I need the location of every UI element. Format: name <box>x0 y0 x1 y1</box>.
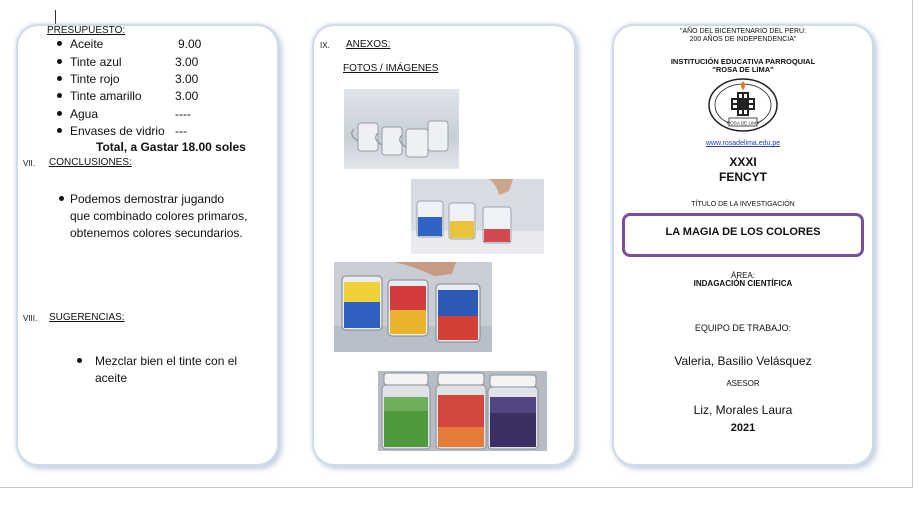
suggestion-line: aceite <box>95 371 128 385</box>
seal-text: ROSA DE LIMA <box>726 120 760 126</box>
research-title-label: TÍTULO DE LA INVESTIGACIÓN <box>691 201 795 208</box>
brochure-panel-left <box>16 24 279 466</box>
bullet <box>57 59 62 64</box>
budget-item-value: ---- <box>175 107 191 121</box>
section-number: IX. <box>320 41 330 50</box>
website-link[interactable]: www.rosadelima.edu.pe <box>705 140 781 147</box>
bullet <box>57 41 62 46</box>
team-label: EQUIPO DE TRABAJO: <box>694 323 792 333</box>
budget-item-value: 3.00 <box>175 72 199 86</box>
photo-primary-color-jars <box>411 179 544 254</box>
bullet <box>57 111 62 116</box>
photos-heading: FOTOS / IMÁGENES <box>343 63 439 74</box>
budget-item-value: 3.00 <box>175 55 199 69</box>
conclusion-line: que combinado colores primaros, <box>70 209 248 223</box>
conclusion-line: Podemos demostrar jugando <box>70 192 225 206</box>
bullet <box>57 76 62 81</box>
institution-name: "ROSA DE LIMA" <box>712 65 774 74</box>
photo-empty-jars <box>344 89 459 169</box>
research-title: LA MAGIA DE LOS COLORES <box>665 226 821 238</box>
team-members: Valeria, Basilio Velásquez <box>674 354 812 368</box>
conclusion-line: obtenemos colores secundarios. <box>70 226 243 240</box>
area-label: ÁREA: <box>730 271 755 280</box>
year-label: 2021 <box>730 422 756 434</box>
annex-heading: ANEXOS: <box>346 39 391 50</box>
bullet <box>59 196 64 201</box>
suggestions-heading: SUGERENCIAS: <box>49 312 125 323</box>
advisor-label: ASESOR <box>726 379 760 388</box>
budget-item-value: --- <box>175 124 187 138</box>
suggestion-line: Mezclar bien el tinte con el <box>95 354 238 368</box>
conclusions-heading: CONCLUSIONES: <box>49 157 132 168</box>
budget-item-name: Tinte azul <box>70 55 122 69</box>
section-number: VII. <box>23 159 36 168</box>
budget-item-name: Tinte rojo <box>70 72 120 86</box>
budget-item-value: 9.00 <box>178 37 202 51</box>
section-number: VIII. <box>23 314 38 323</box>
photo-layered-jars <box>334 262 492 352</box>
institution-name: INSTITUCIÓN EDUCATIVA PARROQUIAL <box>670 57 816 66</box>
bullet <box>57 128 62 133</box>
area-value: INDAGACIÓN CIENTÍFICA <box>693 279 793 288</box>
budget-heading: PRESUPUESTO: <box>47 25 126 36</box>
budget-item-name: Aceite <box>70 37 104 51</box>
bullet <box>57 93 62 98</box>
year-motto-line: 200 AÑOS DE INDEPENDENCIA" <box>689 36 797 43</box>
text-cursor <box>55 10 56 25</box>
budget-total: Total, a Gastar 18.00 soles <box>96 140 246 154</box>
event-name: FENCYT <box>719 170 767 184</box>
photo-secondary-color-jars <box>378 371 547 451</box>
bullet <box>77 358 82 363</box>
school-seal-logo <box>707 78 779 134</box>
budget-item-value: 3.00 <box>175 89 199 103</box>
budget-item-name: Tinte amarillo <box>70 89 142 103</box>
advisor-name: Liz, Morales Laura <box>693 403 793 417</box>
budget-item-name: Agua <box>70 107 99 121</box>
budget-item-name: Envases de vidrio <box>70 124 165 138</box>
year-motto-line: "AÑO DEL BICENTENARIO DEL PERÚ: <box>679 28 807 35</box>
event-edition: XXXI <box>729 155 757 169</box>
